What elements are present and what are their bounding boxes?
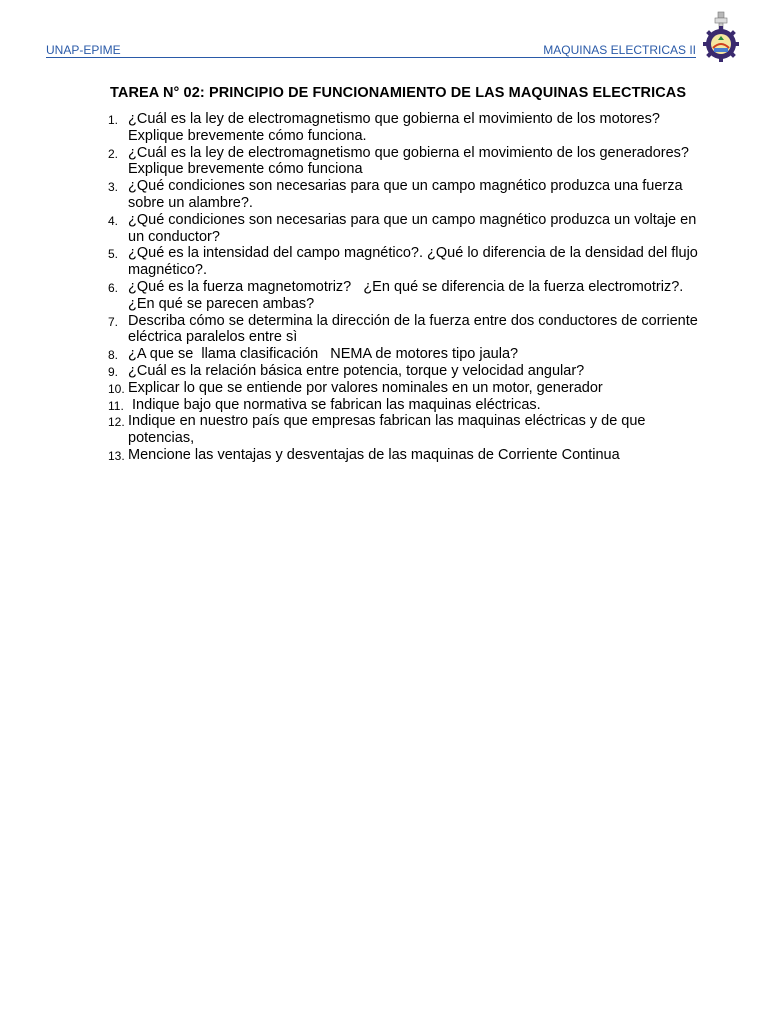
assignment-title: TAREA N° 02: PRINCIPIO DE FUNCIONAMIENTO DE LAS MAQUINAS ELECTRICAS — [110, 85, 687, 101]
question-item — [108, 313, 708, 347]
question-item — [108, 413, 708, 447]
question-text: ¿Cuál es la ley de electromagnetismo que gobierna el movimiento de los generadores? Explique brevemente cómo funciona — [128, 144, 694, 178]
question-number: 5. — [108, 247, 119, 262]
question-item — [108, 397, 708, 414]
question-number: 3. — [108, 180, 119, 195]
question-list — [108, 111, 708, 464]
question-number: 12. — [108, 415, 125, 430]
university-crest-icon — [701, 10, 741, 64]
question-item — [108, 212, 708, 246]
question-item — [108, 380, 708, 397]
question-number: 10. — [108, 381, 125, 396]
question-text: ¿Qué condiciones son necesarias para que un campo magnético produzca una fuerza sobre un alambre?. — [128, 178, 687, 211]
question-item — [108, 279, 708, 313]
page-header — [46, 0, 696, 64]
question-number: 13. — [108, 448, 125, 463]
question-item — [108, 111, 708, 145]
question-text: ¿A que se llama clasificación NEMA de motores tipo jaula? — [128, 346, 519, 363]
question-item — [108, 346, 708, 363]
question-text: ¿Qué condiciones son necesarias para que un campo magnético produzca un voltaje en un conductor? — [128, 211, 701, 245]
question-number: 9. — [108, 364, 119, 379]
question-text: Describa cómo se determina la dirección de la fuerza entre dos conductores de corriente eléctrica paralelos entre sì — [128, 312, 702, 346]
question-text: Indique bajo que normativa se fabrican las maquinas eléctricas. — [128, 396, 541, 413]
question-text: ¿Cuál es la ley de electromagnetismo que gobierna el movimiento de los motores? Explique brevemente cómo funciona. — [128, 111, 664, 144]
question-text: Mencione las ventajas y desventajas de las maquinas de Corriente Continua — [128, 446, 620, 463]
question-text: Indique en nuestro país que empresas fabrican las maquinas eléctricas y de que potencias, — [128, 413, 650, 447]
question-item — [108, 145, 708, 179]
question-item — [108, 447, 708, 464]
question-text: ¿Cuál es la relación básica entre potencia, torque y velocidad angular? — [128, 362, 585, 379]
question-number: 4. — [108, 213, 119, 228]
question-number: 2. — [108, 146, 119, 161]
question-text: Explicar lo que se entiende por valores nominales en un motor, generador — [128, 379, 603, 396]
question-number: 1. — [108, 113, 119, 127]
header-institution: UNAP-EPIME — [46, 43, 121, 57]
header-divider — [46, 57, 696, 58]
question-item — [108, 245, 708, 279]
question-item — [108, 363, 708, 380]
question-number: 7. — [108, 314, 119, 329]
question-item — [108, 178, 708, 212]
question-number: 6. — [108, 280, 119, 295]
question-number: 8. — [108, 348, 119, 363]
question-text: ¿Qué es la fuerza magnetomotriz? ¿En qué se diferencia de la fuerza electromotriz?. ¿En qué se parecen ambas? — [128, 278, 688, 312]
question-number: 11. — [108, 398, 124, 413]
question-text: ¿Qué es la intensidad del campo magnético?. ¿Qué lo diferencia de la densidad del flujo magnético?. — [128, 245, 702, 279]
header-course: MAQUINAS ELECTRICAS II — [543, 43, 696, 57]
